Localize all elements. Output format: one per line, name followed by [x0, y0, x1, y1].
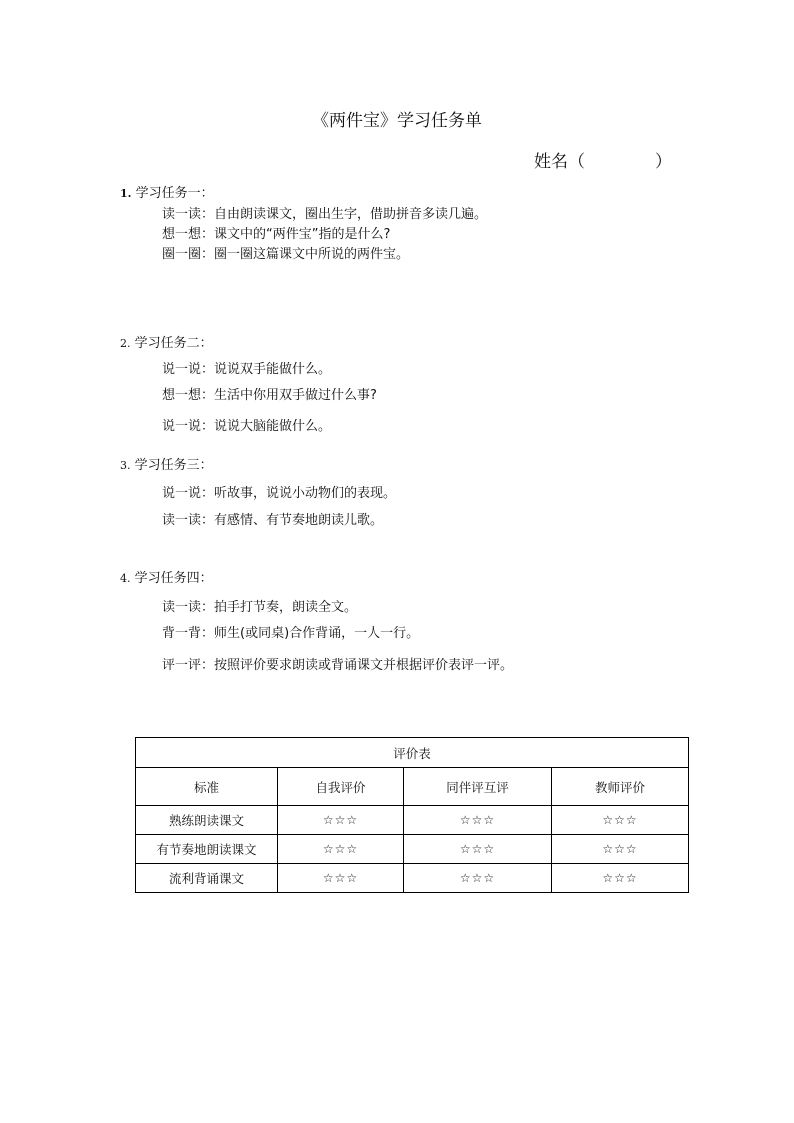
peer-rating-stars[interactable]: ☆☆☆	[404, 806, 552, 835]
name-field	[534, 147, 672, 172]
task-2-line-1: 说一说：说说双手能做什么。	[162, 362, 332, 377]
task-3-heading	[120, 454, 213, 473]
row-criterion: 熟练朗读课文	[136, 806, 278, 835]
peer-rating-stars[interactable]: ☆☆☆	[404, 864, 552, 893]
task-2-heading	[120, 332, 213, 351]
table-row	[136, 864, 689, 893]
task-4-line-2: 背一背：师生(或同桌)合作背诵，一人一行。	[162, 626, 420, 641]
evaluation-table-caption: 评价表	[136, 738, 689, 768]
task-4-heading	[120, 567, 213, 586]
name-label: 姓名（	[534, 152, 585, 172]
table-row	[136, 835, 689, 864]
task-3-line-2: 读一读：有感情、有节奏地朗读儿歌。	[162, 513, 384, 528]
table-row	[136, 806, 689, 835]
task-2-line-2: 想一想：生活中你用双手做过什么事?	[162, 388, 377, 403]
task-1-title: 学习任务一：	[135, 186, 214, 201]
teacher-rating-stars[interactable]: ☆☆☆	[552, 835, 689, 864]
self-rating-stars[interactable]: ☆☆☆	[278, 864, 404, 893]
task-1-number: 1.	[120, 187, 132, 200]
task-4-line-3: 评一评：按照评价要求朗读或背诵课文并根据评价表评一评。	[162, 658, 514, 673]
task-1-line-1: 读一读：自由朗读课文，圈出生字，借助拼音多读几遍。	[162, 207, 488, 222]
task-2-number: 2.	[120, 337, 131, 350]
page-title: 《两件宝》学习任务单	[312, 111, 482, 131]
teacher-rating-stars[interactable]: ☆☆☆	[552, 864, 689, 893]
task-4-title: 学习任务四：	[134, 571, 213, 586]
peer-rating-stars[interactable]: ☆☆☆	[404, 835, 552, 864]
self-rating-stars[interactable]: ☆☆☆	[278, 835, 404, 864]
name-close: ）	[655, 152, 672, 172]
task-1-line-2: 想一想：课文中的“两件宝”指的是什么?	[162, 227, 391, 242]
task-2-title: 学习任务二：	[134, 336, 213, 351]
task-3-number: 3.	[120, 459, 131, 472]
row-criterion: 有节奏地朗读课文	[136, 835, 278, 864]
task-3-line-1: 说一说：听故事，说说小动物们的表现。	[162, 486, 397, 501]
task-1-line-3: 圈一圈：圈一圈这篇课文中所说的两件宝。	[162, 247, 410, 262]
evaluation-table	[135, 737, 689, 893]
task-2-line-3: 说一说：说说大脑能做什么。	[162, 419, 332, 434]
header-self: 自我评价	[278, 768, 404, 806]
self-rating-stars[interactable]: ☆☆☆	[278, 806, 404, 835]
teacher-rating-stars[interactable]: ☆☆☆	[552, 806, 689, 835]
task-3-title: 学习任务三：	[134, 458, 213, 473]
header-criterion: 标准	[136, 768, 278, 806]
task-4-line-1: 读一读：拍手打节奏，朗读全文。	[162, 600, 358, 615]
task-4-number: 4.	[120, 572, 131, 585]
task-1-heading	[120, 182, 214, 201]
header-peer: 同伴评互评	[404, 768, 552, 806]
row-criterion: 流利背诵课文	[136, 864, 278, 893]
header-teacher: 教师评价	[552, 768, 689, 806]
